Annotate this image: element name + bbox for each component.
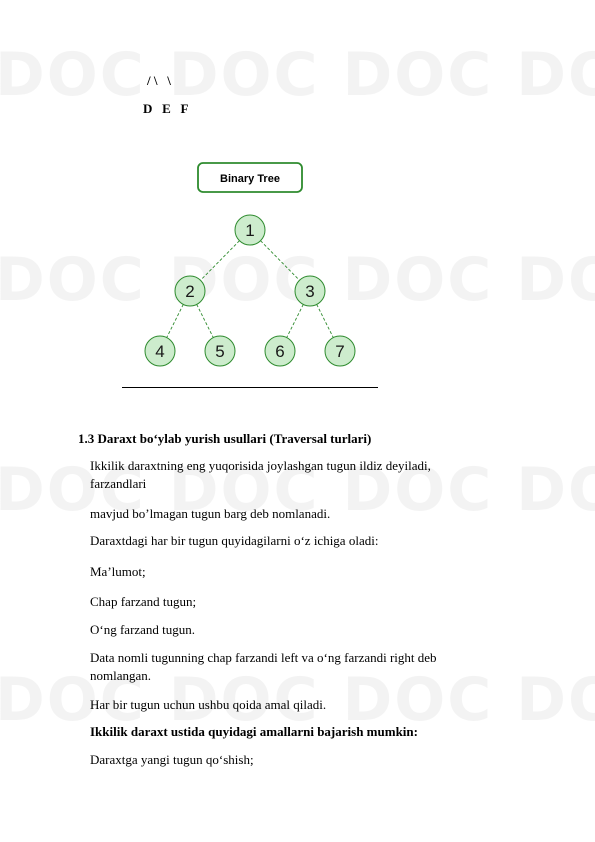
section-heading: 1.3 Daraxt bo‘ylab yurish usullari (Traversal turlari) (78, 431, 372, 446)
tree-node-5 (205, 336, 235, 366)
tree-node-label: 3 (305, 282, 315, 301)
tree-node-3 (295, 276, 325, 306)
tree-node-label: 7 (335, 342, 345, 361)
ascii-tree-leaves: D E F (143, 101, 189, 116)
diagram-title: Binary Tree (220, 173, 280, 185)
paragraph: Ma’lumot; (90, 564, 146, 579)
paragraph: Har bir tugun uchun ushbu qoida amal qiladi. (90, 697, 327, 712)
binary-tree-diagram (140, 158, 370, 373)
paragraph: Chap farzand tugun; (90, 594, 197, 609)
figure-rule (122, 387, 378, 388)
tree-node-7 (325, 336, 355, 366)
tree-node-label: 4 (155, 342, 165, 361)
ascii-tree-branches: / \ \ (147, 73, 171, 88)
tree-node-1 (235, 215, 265, 245)
tree-node-label: 5 (215, 342, 225, 361)
paragraph: Daraxtga yangi tugun qo‘shish; (90, 752, 254, 767)
tree-node-label: 6 (275, 342, 285, 361)
paragraph: Data nomli tugunning chap farzandi left va o‘ng farzandi right deb nomlangan. (90, 650, 437, 683)
tree-node-6 (265, 336, 295, 366)
tree-node-4 (145, 336, 175, 366)
paragraph: Ikkilik daraxtning eng yuqorisida joylashgan tugun ildiz deyiladi, farzandlari (90, 458, 431, 491)
paragraph: O‘ng farzand tugun. (90, 622, 196, 637)
paragraph: Ikkilik daraxt ustida quyidagi amallarni bajarish mumkin: (90, 724, 418, 739)
tree-nodes (145, 215, 355, 366)
tree-node-label: 2 (185, 282, 195, 301)
paragraph: mavjud bo’lmagan tugun barg deb nomlanadi. (90, 506, 331, 521)
tree-node-2 (175, 276, 205, 306)
paragraph: Daraxtdagi har bir tugun quyidagilarni o‘z ichiga oladi: (90, 533, 379, 548)
tree-node-label: 1 (245, 221, 255, 240)
